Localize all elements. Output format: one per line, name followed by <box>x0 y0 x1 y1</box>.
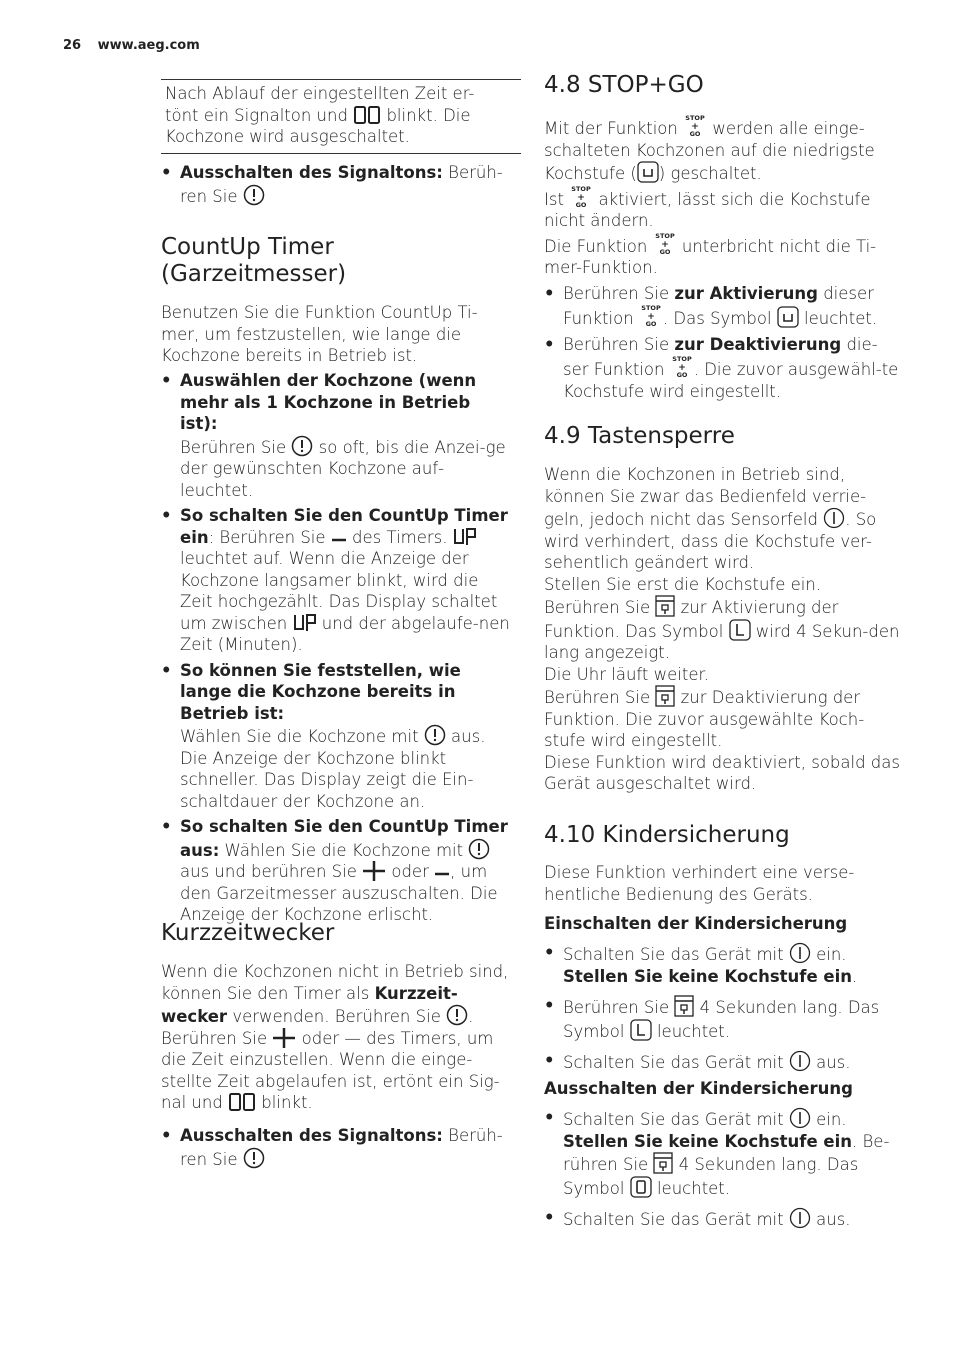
lock-icon <box>655 595 675 617</box>
timer-icon <box>243 1147 265 1169</box>
child-title: 4.10 Kindersicherung <box>544 822 790 848</box>
lock-icon <box>674 995 694 1017</box>
note-line2b: blinkt. Die <box>386 105 471 125</box>
stopgo-list <box>544 283 900 403</box>
list-item: • Berühren Sie 4 Sekunden lang. Das Symbol leuchtet. <box>544 995 900 1042</box>
child-off-section <box>544 1078 900 1235</box>
symbol-0-icon <box>630 1176 652 1198</box>
display-up-icon <box>293 613 317 633</box>
list-item: • Schalten Sie das Gerät mit aus. <box>544 1207 900 1231</box>
note-line2a: tönt ein Signalton und <box>165 105 348 125</box>
tastensperre-heading <box>544 423 900 450</box>
minus-icon <box>331 533 347 547</box>
kurz-title: Kurzzeitwecker <box>161 920 335 946</box>
countup-title-1: CountUp Timer <box>161 234 334 260</box>
list-item: • So schalten Sie den CountUp Timer ein: Berühren Sie des Timers. leuchtet auf. Wenn die Anzeige der Kochzone langsamer blinkt, wird die Zeit hochgezählt. Das Display schaltet um zwischen und der abgelaufe-nen Zeit (Minuten). <box>161 505 513 656</box>
svg-text:STOP: STOP <box>672 355 692 363</box>
symbol-l-icon <box>729 619 751 641</box>
svg-text:+: + <box>660 239 669 250</box>
kurz-list <box>161 1125 513 1174</box>
svg-text:GO: GO <box>575 200 587 209</box>
child-intro: Diese Funktion verhindert eine verse-hentliche Bedienung des Geräts. <box>544 863 855 904</box>
list-item: • Berühren Sie zur Aktivierung dieser Funktion STOP + GO . Das Symbol leuchtet. <box>544 283 900 330</box>
on-off-icon <box>789 1107 811 1129</box>
on-off-icon <box>789 942 811 964</box>
on-off-icon <box>789 1207 811 1229</box>
note-line3: Kochzone wird ausgeschaltet. <box>165 127 410 146</box>
timer-icon <box>424 724 446 746</box>
display-up-icon <box>453 527 477 547</box>
svg-text:+: + <box>677 363 686 373</box>
svg-text:+: + <box>577 192 585 203</box>
plus-icon <box>362 861 386 881</box>
display-00-icon <box>228 1092 256 1112</box>
svg-text:STOP: STOP <box>641 304 661 312</box>
note-line1: Nach Ablauf der eingestellten Zeit er- <box>165 84 475 103</box>
on-off-icon <box>823 507 845 529</box>
display-00-icon <box>353 105 381 125</box>
lock-icon <box>653 1152 673 1174</box>
list-item: • Ausschalten des Signaltons: Berüh- ren Sie <box>161 1125 513 1170</box>
lock-title: 4.9 Tastensperre <box>544 423 735 449</box>
child-on-section <box>544 913 900 1078</box>
timer-icon <box>291 435 313 457</box>
list-item: • So können Sie feststellen, wie lange die Kochzone bereits in Betrieb ist: Wählen Sie die Kochzone mit aus. Die Anzeige der Kochzone blinkt schneller. Das Display zeigt die Ein-schaltdauer der Kochzone an. <box>161 660 513 813</box>
symbol-l-icon <box>630 1019 652 1041</box>
stop-go-icon <box>683 114 707 138</box>
tastensperre-body: Wenn die Kochzonen in Betrieb sind, können Sie zwar das Bedienfeld verrie- geln, jedoch nicht das Sensorfeld . So wird verhindert, dass die Kochstufe ver-sehentlich geändert wird. Stellen Sie erst die Kochstufe ein. Berühren Sie zur Aktivierung der Funktion. Das Symbol wird 4 Sekun-den lang angezeigt. Die Uhr läuft weiter. Berühren Sie zur Deaktivierung der Funktion. Die zuvor ausgewählte Koch-stufe wird eingestellt. Diese Funktion wird deaktiviert, sobald das Gerät ausgeschaltet wird. <box>544 465 900 793</box>
svg-text:STOP: STOP <box>654 231 675 240</box>
svg-text:STOP: STOP <box>571 184 591 193</box>
stopgo-heading <box>544 72 900 99</box>
svg-text:GO: GO <box>645 320 657 328</box>
page-header <box>63 38 200 53</box>
list-item: • Ausschalten des Signaltons: Berüh- ren Sie <box>161 162 513 207</box>
stopgo-title: 4.8 STOP+GO <box>544 72 704 98</box>
list-item: • Schalten Sie das Gerät mit ein. Stellen Sie keine Kochstufe ein. <box>544 942 900 987</box>
stopgo-body: Mit der Funktion STOP + GO werden alle einge-schalteten Kochzonen auf die niedrigste Kochstufe ( ) geschaltet. Ist STOP + GO aktiviert, lässt sich die Kochstufe nicht ändern. Die Funktion STOP + GO unterbricht nicht die Ti-mer-Funktion. • Berühren Sie zur Aktivierung dieser Funktion STOP + GO . Das Symbol leuchtet. • Berühren Sie zur Deaktivierung die- ser Funktion STOP + GO . Die zuvor ausgewähl-te Kochstufe wird eingestellt. <box>544 114 900 406</box>
header-url: www.aeg.com <box>97 38 200 53</box>
kurz-paragraph: Wenn die Kochzonen nicht in Betrieb sind, können Sie den Timer als Kurzzeit-wecker verwenden. Berühren Sie . Berühren Sie oder — des Timers, um die Zeit einzustellen. Wenn die einge-stellte Zeit abgelaufen ist, ertönt ein Sig- nal und blinkt. <box>161 962 509 1112</box>
svg-text:GO: GO <box>676 371 688 379</box>
plus-icon <box>272 1028 296 1048</box>
list-item: • Schalten Sie das Gerät mit ein. Stellen Sie keine Kochstufe ein. Be- rühren Sie 4 Sekunden lang. Das Symbol leuchtet. <box>544 1107 900 1199</box>
stop-go-icon <box>653 232 677 256</box>
lock-icon <box>655 685 675 707</box>
kindersicherung-heading <box>544 822 900 849</box>
list-item: • Schalten Sie das Gerät mit aus. <box>544 1050 900 1074</box>
child-off-title: Ausschalten der Kindersicherung <box>544 1079 853 1098</box>
countup-intro: Benutzen Sie die Funktion CountUp Ti-mer, um festzustellen, wie lange die Kochzone bereits in Betrieb ist. <box>161 303 478 365</box>
info-note-box <box>161 79 521 154</box>
svg-text:GO: GO <box>659 247 671 256</box>
page-number: 26 <box>63 38 82 53</box>
list-item: • So schalten Sie den CountUp Timer aus: Wählen Sie die Kochzone mit aus und berühren Sie oder , um den Garzeitmesser auszuschalten. Die Anzeige der Kochzone erlischt. <box>161 816 513 926</box>
timer-icon <box>243 184 265 206</box>
svg-text:+: + <box>691 122 699 132</box>
timer-icon <box>446 1004 468 1026</box>
svg-text:+: + <box>647 312 655 322</box>
list-item: • Berühren Sie zur Deaktivierung die- ser Funktion STOP + GO . Die zuvor ausgewähl-te Kochstufe wird eingestellt. <box>544 334 900 403</box>
stop-go-icon <box>670 355 694 379</box>
minus-icon <box>434 867 450 881</box>
signal-off-list <box>161 162 513 211</box>
svg-text:STOP: STOP <box>685 114 705 122</box>
list-item: • Auswählen der Kochzone (wenn mehr als 1 Kochzone in Betrieb ist): Berühren Sie so oft, bis die Anzei-ge der gewünschten Kochzone auf-leuchtet. <box>161 370 513 501</box>
countup-title-2: (Garzeitmesser) <box>161 261 347 287</box>
stop-go-icon <box>569 185 593 209</box>
kurzzeitwecker-heading <box>161 920 513 947</box>
countup-list <box>161 370 513 930</box>
timer-icon <box>468 838 490 860</box>
countup-heading <box>161 234 513 288</box>
on-off-icon <box>789 1050 811 1072</box>
level-u-icon <box>637 161 659 183</box>
level-u-icon <box>777 306 799 328</box>
stop-go-icon <box>639 304 663 328</box>
child-on-title: Einschalten der Kindersicherung <box>544 914 848 933</box>
svg-text:GO: GO <box>689 130 701 138</box>
